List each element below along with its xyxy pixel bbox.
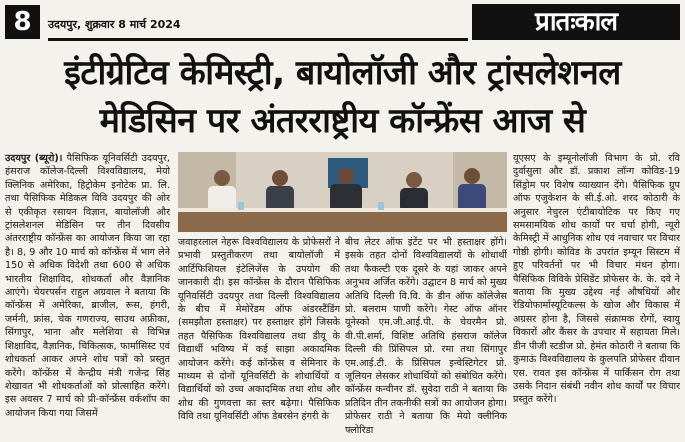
newspaper-masthead: प्रातःकाल (472, 4, 680, 40)
header-rule (48, 38, 468, 41)
article-column-3: बीच लेटर ऑफ इंटेंट पर भी हस्ताक्षर होंगे। इसके तहत दोनों विश्वविद्यालयों के शोधार्थी तथा फैकल्टी एक दूसरे के यहां जाकर अपने अनुभव अर्जित करेंगे। उद्घाटन 8 मार्च को मुख्य अतिथि दिल्ली वि.वि. के डीन ऑफ कॉलेजेस प्रो. बलराम पाणी करेंगे। गेस्ट ऑफ ऑनर यूनेस्को एम.जी.आई.पी. के चेयरमैन प्रो. वी.पी.शर्मा, विशिष्ट अतिथि हंसराज कॉलेज दिल्ली की प्रिंसिपल प्रो. रमा तथा सिंगापुर एम.आई.टी. के प्रिंसिपल इन्वेस्टिगेटर प्रो. जूलियन लेसकर शोधार्थियों को संबोधित करेंगे। कॉन्फ्रेंस कन्वीनर डॉ. सुवेदा राठी ने बताया कि प्रतिदिन तीन तकनीकी सत्रों का आयोजन होगा। प्रोफेसर राठी ने बताया कि मेयो क्लीनिक फ्लोरिडा (345, 237, 507, 436)
headline-line-2: मेडिसिन पर अंतरराष्ट्रीय कॉन्फ्रेंस आज से (99, 101, 586, 141)
headline-line-1: इंटीग्रेटिव केमिस्ट्री, बायोलॉजी और ट्रांसलेशनल (64, 53, 621, 93)
photo-tablecloth (178, 208, 507, 212)
article-dateline: उदयपुर (ब्यूरो)। (5, 153, 63, 164)
article-column-2: जवाहरलाल नेहरू विश्वविद्यालय के प्रोफेसरों ने प्रभावी प्रस्तुतीकरण तथा बायोलॉजी में आर्टिफिशियल इंटेलिजेंस के उपयोग की जानकारी दी। इस कॉन्फ्रेंस के दौरान पैसिफिक यूनिवर्सिटी उदयपुर तथा दिल्ली विश्वविद्यालय के बीच में मेमोरेंडम ऑफ अंडरस्टैंडिंग (समझौता हस्ताक्षर) पर हस्ताक्षर होंगे जिसके तहत पैसिफिक विश्वविद्यालय तथा डीयू के विद्यार्थी भविष्य में कई साझा अकादमिक आयोजन करेंगे। कई कॉन्फ्रेंस व सेमिनार के माध्यम से दोनों यूनिवर्सिटी के शोधार्थियों व विद्यार्थियों को उच्च अकादमिक तथा शोध और शोध की गुणवत्ता का स्तर बढ़ेगा। पैसिफिक विवि तथा यूनिवर्सिटी ऑफ डेबरसेन हंगरी के (178, 237, 340, 423)
issue-dateline: उदयपुर, शुक्रवार 8 मार्च 2024 (48, 18, 181, 31)
article-column-1 (5, 152, 170, 440)
page-header (0, 0, 685, 44)
photo-bottle (238, 202, 244, 210)
conference-photo (178, 152, 507, 232)
article-column-1-text: पैसिफिक यूनिवर्सिटी उदयपुर, हंसराज कॉलेज-दिल्ली विश्वविद्यालय, मेयो क्लिनिक अमेरिका, हिट्रोकेम इनोटेक प्रा. लि. तथा पैसिफिक मेडिकल विवि उदयपुर की ओर से एकीकृत रसायन विज्ञान, बायोलॉजी और ट्रांसलेशनल मेडिसिन पर तीन दिवसीय अंतरराष्ट्रीय कॉन्फ्रेंस का आयोजन किया जा रहा है। 8, 9 और 10 मार्च को कॉन्फ्रेंस में भाग लेने 150 से अधिक विदेशी तथा 600 से अधिक भारतीय शिक्षाविद, शोधकर्ता और वैज्ञानिक आएंगे। चेयरपर्सन राहुल अग्रवाल ने बताया कि कॉन्फ्रेंस में अमेरिका, ब्राजील, रूस, हंगरी, जर्मनी, फ्रांस, चेक गणराज्य, साउथ अफ्रीका, सिंगापुर, भाना और मलेशिया से विभिन्न शिक्षाविद, वैज्ञानिक, चिकित्सक, फार्मासिस्ट एवं शोधकर्ता आकर अपने शोध पत्रों को प्रस्तुत करेंगे। कॉन्फ्रेंस में केन्द्रीय मंत्री गजेन्द्र सिंह शेखावत भी शोधकर्ताओं को प्रोत्साहित करेंगे। इस अवसर 7 मार्च को प्री-कॉन्फ्रेंस वर्कशॉप का आयोजन किया गया जिसमें (5, 153, 170, 419)
photo-illustration (178, 152, 507, 232)
page-number: 8 (5, 5, 40, 39)
photo-bottle (378, 202, 384, 210)
article-column-4: यूएसए के इम्यूनोलॉजी विभाग के प्रो. रवि दुर्वासुला और डॉ. प्रकाश लॉन्ग कोविड-19 सिंड्रोम पर विशेष व्याख्यान देंगे। पैसिफिक ग्रुप ऑफ एजुकेशन के सी.ई.ओ. शरद कोठारी के अनुसार नेचुरल एंटीबायोटिक पर किए गए समसामयिक शोध कार्यों पर चर्चा होगी, न्यूरो केमिस्ट्री में आधुनिक शोध एवं नवाचार पर विचार गोष्ठी होगी। कोविड के उपरांत इम्यून सिस्टम में हुए परिवर्तनों पर भी विचार मंथन होगा। पैसिफिक विविके प्रेसिडेंट प्रोफेसर के. के. दवे ने बताया कि मुख्य उद्देश्य नई औषधियों और रेडियोफार्मास्यूटिकल्स के खोज और विकास में अग्रसर होना है, जिससे संक्रामक रोगों, स्वायु विकारों और कैंसर के उपचार में सहायता मिले। डीन पीजी स्टडीज प्रो. हेमंत कोठारी ने बताया कि कुमाऊं विश्वविद्यालय के कुलपति प्रोफेसर दीवान एस. रावत इस कॉन्फ्रेंस में पार्किंसन रोग तथा उसके निदान संबंधी नवीन शोध कार्यों पर विचार प्रस्तुत करेंगे। (513, 153, 680, 406)
